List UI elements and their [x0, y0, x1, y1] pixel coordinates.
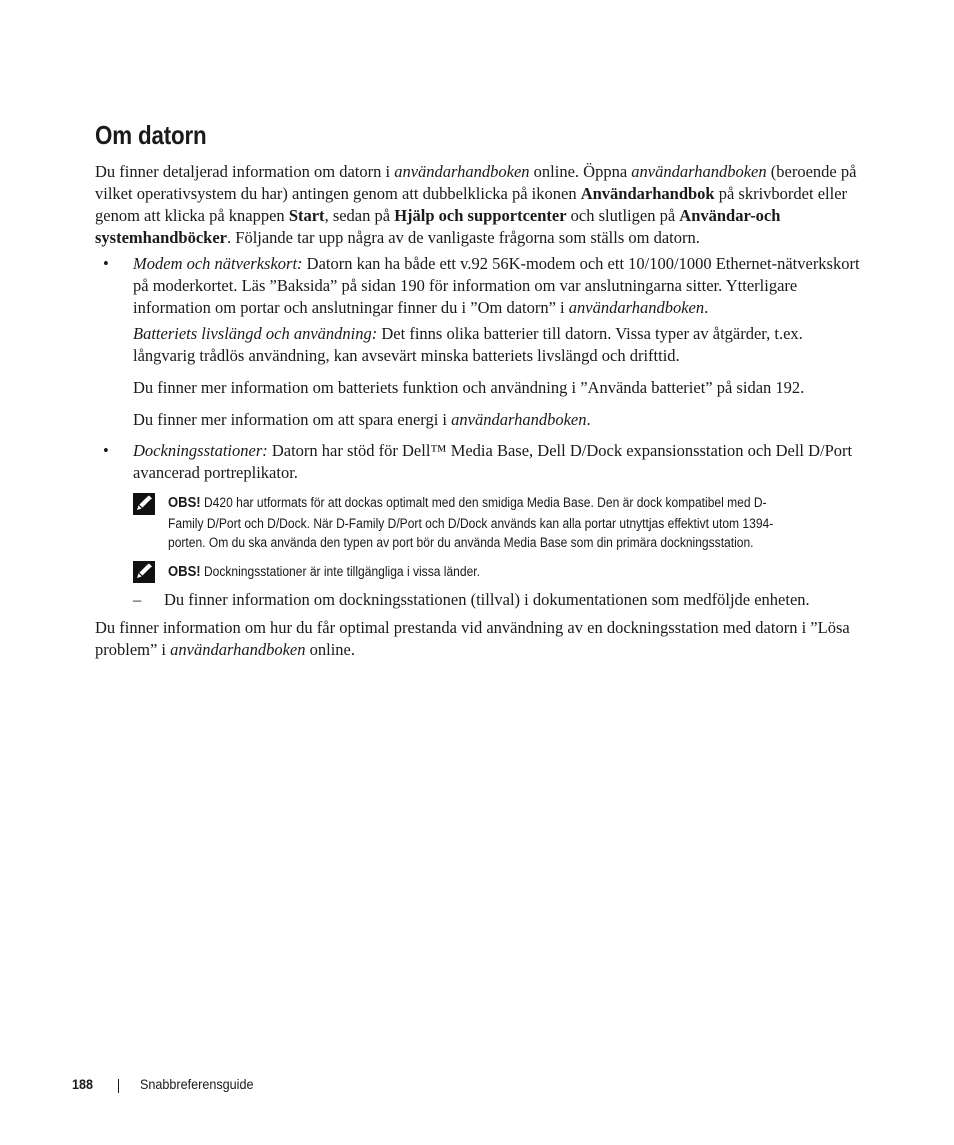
footer-divider [118, 1079, 119, 1093]
note-pencil-icon [133, 493, 155, 515]
bullet-marker: • [103, 254, 109, 273]
page-number: 188 [72, 1076, 94, 1092]
note-obs-2: OBS! Dockningsstationer är inte tillgängliga i vissa länder. [168, 564, 480, 580]
bullet-marker: • [103, 441, 109, 460]
footer-title: Snabbreferensguide [140, 1076, 254, 1092]
docking-paragraph: Dockningsstationer: Datorn har stöd för Dell™ Media Base, Dell D/Dock expansionsstation och Dell D/Port avancerad portreplikator. [133, 441, 853, 482]
modem-paragraph: Modem och nätverkskort: Datorn kan ha både ett v.92 56K-modem och ett 10/100/1000 Ethernet-nätverkskort på moderkortet. Läs ”Baksida” på sidan 190 för information om var anslutningarna sitter. Ytterligare information om portar och anslutningar finner du i ”Om datorn” i användarhandboken. [133, 254, 860, 317]
battery-more-paragraph: Du finner mer information om batteriets funktion och användning i ”Använda batteriet” på sidan 192. [133, 378, 805, 397]
note-obs-1: OBS! D420 har utformats för att dockas optimalt med den smidiga Media Base. Den är dock kompatibel med D-Family D/Port och D/Dock. När D-Family D/Port och D/Dock används kan alla portar utnyttjas effektivt utom 1394-porten. Om du ska använda den typen av port bör du använda Media Base som din primära dockningsstation. [168, 495, 774, 550]
dash-marker: – [133, 590, 142, 609]
page-title: Om datorn [95, 120, 207, 150]
battery-paragraph: Batteriets livslängd och användning: Det finns olika batterier till datorn. Vissa typer av åtgärder, t.ex. långvarig trådlös användning, kan avsevärt minska batteriets livslängd och drifttid. [133, 324, 803, 365]
dash-paragraph: Du finner information om dockningsstationen (tillval) i dokumentationen som medföljde enheten. [164, 590, 810, 609]
intro-paragraph: Du finner detaljerad information om datorn i användarhandboken online. Öppna användarhandboken (beroende på vilket operativsystem du har) antingen genom att dubbelklicka på ikonen Användarhandbok på skrivbordet eller genom att klicka på knappen Start, sedan på Hjälp och supportcenter och slutligen på Användar-och systemhandböcker. Följande tar upp några av de vanligaste frågorna som ställs om datorn. [95, 162, 857, 247]
closing-paragraph: Du finner information om hur du får optimal prestanda vid användning av en dockningsstation med datorn i ”Lösa problem” i användarhandboken online. [95, 618, 850, 659]
note-pencil-icon [133, 561, 155, 583]
energy-paragraph: Du finner mer information om att spara energi i användarhandboken. [133, 410, 591, 429]
